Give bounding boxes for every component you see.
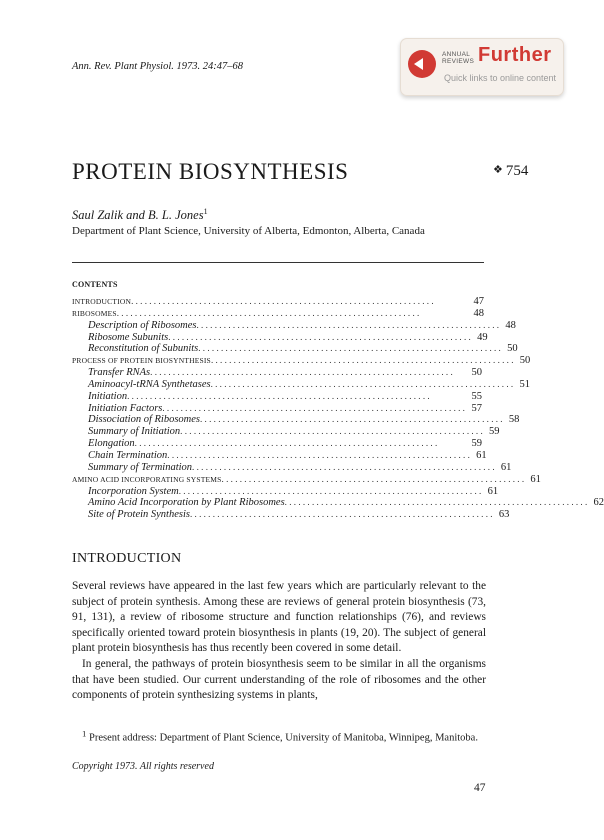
toc-page: 48	[505, 319, 516, 331]
annual-reviews-logo-icon	[408, 50, 436, 78]
toc-page: 63	[498, 509, 510, 521]
toc-entry: PROCESS OF PROTEIN BIOSYNTHESIS ................................................................... 50	[72, 355, 531, 367]
toc-label: Initiation	[88, 390, 128, 402]
authors	[72, 207, 208, 223]
divider	[72, 262, 484, 263]
toc-label: RIBOSOMES	[72, 308, 117, 318]
toc-entry: Dissociation of Ribosomes ................................................................... 58	[88, 414, 520, 426]
toc-page: 47	[473, 296, 484, 307]
toc-page: 49	[477, 331, 488, 343]
contents-heading: CONTENTS	[72, 280, 118, 289]
toc-page: 61	[500, 461, 512, 473]
article-title: PROTEIN BIOSYNTHESIS	[72, 159, 349, 184]
toc-label: Amino Acid Incorporation by Plant Ribosomes	[88, 497, 285, 509]
further-label: Further	[478, 44, 552, 66]
section-heading-introduction: INTRODUCTION	[72, 551, 182, 566]
toc-entry: Site of Protein Synthesis ................................................................... 63	[88, 509, 510, 521]
brand-line-2: REVIEWS	[442, 58, 475, 65]
toc-page: 48	[473, 307, 484, 319]
toc-label: AMINO ACID INCORPORATING SYSTEMS	[72, 474, 222, 484]
paragraph: Several reviews have appeared in the last few years which are particularly relevant to the subject of protein synthesis. Among these are reviews of general protein biosynthesis (73, 91, 131), a review of ribosome structure and function relationships (76), and reviews specifically oriented toward protein biosynthesis in plants (19, 20). The subject of general plant protein biosynthesis has thus recently been covered in some detail.	[72, 580, 486, 655]
toc-label: Initiation Factors	[88, 402, 163, 414]
introduction-body	[72, 579, 486, 704]
toc-entry: Initiation Factors ................................................................... 57	[88, 402, 482, 414]
toc-label: Dissociation of Ribosomes	[88, 414, 200, 426]
toc-label: Elongation	[88, 438, 135, 450]
toc-label: Reconstitution of Subunits	[88, 343, 199, 355]
toc-label: Summary of Termination	[88, 461, 193, 473]
author-footnote-mark: 1	[203, 207, 208, 216]
toc-page: 50	[507, 343, 518, 355]
table-of-contents	[72, 296, 604, 521]
toc-entry: Summary of Termination ................................................................... 61	[88, 461, 512, 473]
toc-page: 55	[471, 390, 482, 402]
toc-label: Summary of Initiation	[88, 426, 181, 438]
toc-label: Description of Ribosomes	[88, 319, 197, 331]
toc-page: 50	[471, 367, 482, 379]
paragraph: In general, the pathways of protein biosynthesis seem to be similar in all the organisms that have been studied. Our current understanding of the role of ribosomes and the other components of protein synthesizing systems in plants,	[72, 657, 486, 702]
toc-label: Site of Protein Synthesis	[88, 509, 190, 521]
toc-page: 62	[593, 497, 604, 509]
toc-entry: Summary of Initiation ................................................................... 59	[88, 426, 500, 438]
toc-page: 61	[476, 449, 487, 461]
toc-entry: Amino Acid Incorporation by Plant Ribosomes ................................................................... 62	[88, 497, 604, 509]
toc-entry: Transfer RNAs ................................................................... 50	[88, 367, 482, 379]
toc-entry: AMINO ACID INCORPORATING SYSTEMS ................................................................... 61	[72, 473, 541, 485]
toc-entry: Elongation ................................................................... 59	[88, 438, 482, 450]
toc-entry: Chain Termination ................................................................... 61	[88, 449, 487, 461]
toc-label: INTRODUCTION	[72, 297, 132, 306]
authors-names: Saul Zalik and B. L. Jones	[72, 208, 204, 223]
banner-tagline: Quick links to online content	[444, 73, 557, 83]
toc-page: 57	[471, 402, 482, 414]
toc-entry: Initiation ................................................................... 55	[88, 390, 482, 402]
footnote-text: Present address: Department of Plant Science, University of Manitoba, Winnipeg, Manitoba.	[89, 732, 478, 744]
toc-entry: Reconstitution of Subunits ................................................................... 50	[88, 343, 518, 355]
footnote-mark: 1	[82, 728, 87, 738]
toc-entry: Description of Ribosomes ................................................................... 48	[88, 319, 516, 331]
toc-label: Ribosome Subunits	[88, 331, 169, 343]
toc-entry: Aminoacyl-tRNA Synthetases ................................................................... 51	[88, 378, 530, 390]
reference-number-value: 754	[505, 163, 529, 179]
toc-page: 61	[487, 485, 499, 497]
toc-page: 59	[471, 438, 482, 450]
toc-label: PROCESS OF PROTEIN BIOSYNTHESIS	[72, 356, 211, 366]
brand-label	[442, 51, 474, 65]
toc-entry: INTRODUCTION ................................................................... 47	[72, 296, 484, 307]
toc-entry: Ribosome Subunits ................................................................... 49	[88, 331, 488, 343]
toc-entry: Incorporation System ................................................................... 61	[88, 485, 499, 497]
toc-label: Transfer RNAs	[88, 367, 151, 379]
journal-citation: Ann. Rev. Plant Physiol. 1973. 24:47–68	[72, 61, 243, 72]
annual-reviews-further-banner[interactable]	[400, 38, 564, 96]
copyright: Copyright 1973. All rights reserved	[72, 761, 214, 772]
toc-page: 59	[489, 426, 500, 438]
reference-number	[493, 163, 528, 180]
ornament-icon: ❖	[493, 164, 503, 176]
affiliation: Department of Plant Science, University of Alberta, Edmonton, Alberta, Canada	[72, 225, 425, 237]
toc-label: Aminoacyl-tRNA Synthetases	[88, 378, 211, 390]
toc-page: 61	[530, 473, 541, 485]
toc-label: Chain Termination	[88, 449, 168, 461]
footnote	[72, 726, 492, 746]
toc-page: 58	[508, 414, 520, 426]
toc-entry: RIBOSOMES ................................................................... 48	[72, 307, 484, 319]
toc-page: 50	[519, 355, 531, 367]
toc-page: 51	[519, 378, 530, 390]
toc-label: Incorporation System	[88, 485, 179, 497]
page-number: 47	[474, 782, 486, 794]
brand-line-1: ANNUAL	[442, 51, 471, 58]
